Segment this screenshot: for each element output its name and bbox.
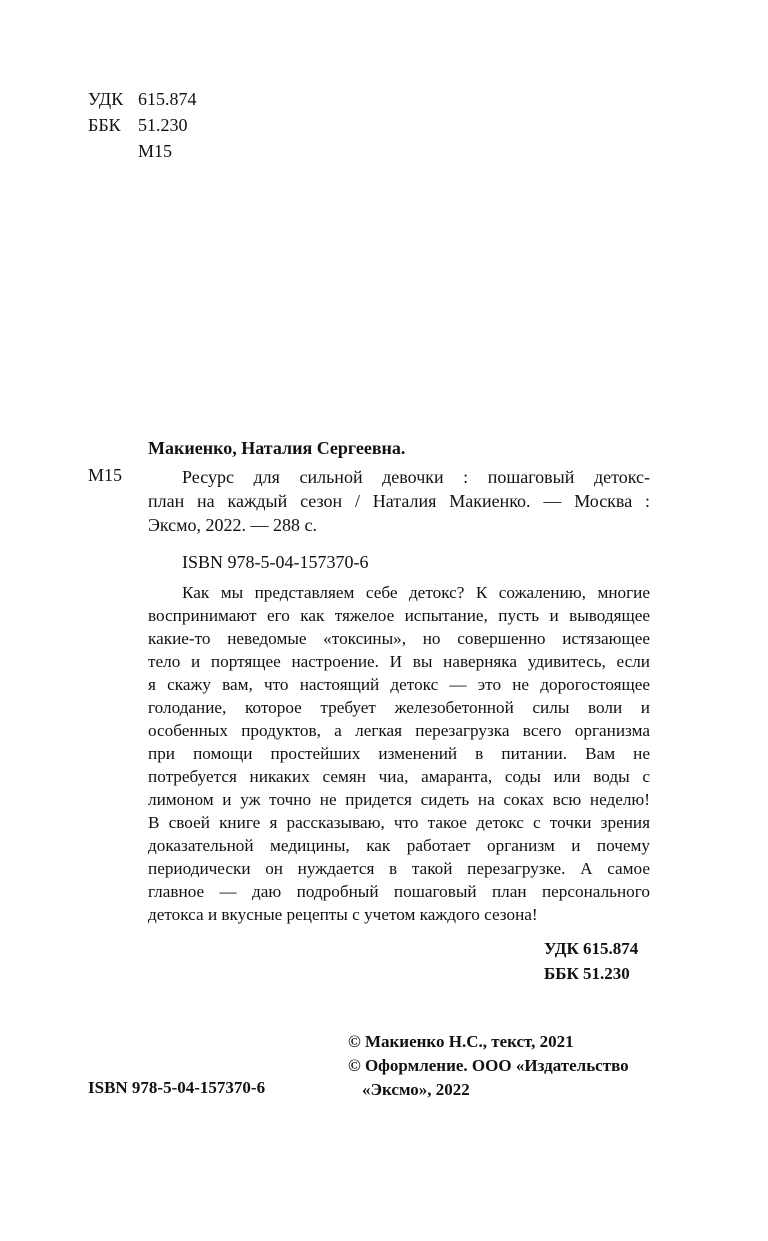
annotation-line: я скажу вам, что настоящий детокс — это не дорогостоящее — [148, 675, 650, 694]
bbk-row — [88, 112, 197, 138]
copyright-text: © Макиенко Н.С., текст, 2021 — [348, 1032, 574, 1051]
annotation-line: тело и портящее настроение. И вы наверняка удивитесь, если — [148, 652, 650, 671]
annotation-line: при помощи простейших изменений в питании. Вам не — [148, 744, 650, 763]
bottom-udk: УДК 615.874 — [544, 939, 639, 958]
copyright-design: © Оформление. ООО «Издательство — [348, 1056, 629, 1075]
annotation-line: какие-то неведомые «токсины», но совершенно истязающее — [148, 629, 650, 648]
author-mark-row — [88, 138, 197, 164]
udk-row — [88, 86, 197, 112]
bbk-value: 51.230 — [138, 115, 188, 135]
author-heading: Макиенко, Наталия Сергеевна. — [148, 438, 406, 458]
annotation-line: воспринимают его как тяжелое испытание, пусть и выводящее — [148, 606, 650, 625]
record-isbn: ISBN 978-5-04-157370-6 — [182, 552, 369, 572]
description-line: Ресурс для сильной девочки : пошаговый детокс- — [182, 467, 650, 487]
udk-value: 615.874 — [138, 89, 197, 109]
description-line: план на каждый сезон / Наталия Макиенко. — Москва : — [148, 491, 650, 511]
description-line: Эксмо, 2022. — 288 с. — [148, 515, 318, 535]
annotation-line: Как мы представляем себе детокс? К сожалению, многие — [182, 583, 650, 602]
annotation-line: лимоном и уж точно не придется сидеть на соках всю неделю! — [148, 790, 650, 809]
bottom-isbn: ISBN 978-5-04-157370-6 — [88, 1078, 266, 1097]
bottom-bbk: ББК 51.230 — [544, 964, 630, 983]
annotation-line: главное — даю подробный пошаговый план персонального — [148, 882, 650, 901]
annotation-line: потребуется никаких семян чиа, амаранта, соды или воды с — [148, 767, 650, 786]
annotation-line: детокса и вкусные рецепты с учетом каждого сезона! — [148, 905, 538, 924]
classification-codes — [88, 86, 197, 164]
copyright-block — [348, 1030, 629, 1102]
record-author-mark: М15 — [88, 465, 123, 485]
bbk-label: ББК — [88, 115, 121, 135]
bottom-classification-codes — [544, 936, 638, 986]
udk-label: УДК — [88, 89, 124, 109]
annotation-line: особенных продуктов, а легкая перезагрузка всего организма — [148, 721, 650, 740]
annotation-line: периодически он нуждается в такой перезагрузке. А самое — [148, 859, 650, 878]
bibliographic-description — [148, 465, 650, 537]
annotation-line: доказательной медицины, как работает организм и почему — [148, 836, 650, 855]
copyright-design-cont: «Эксмо», 2022 — [362, 1080, 470, 1099]
annotation — [148, 581, 650, 926]
annotation-line: В своей книге я рассказываю, что такое детокс с точки зрения — [148, 813, 650, 832]
annotation-line: голодание, которое требует железобетонной силы воли и — [148, 698, 650, 717]
header-author-mark: М15 — [138, 141, 173, 161]
